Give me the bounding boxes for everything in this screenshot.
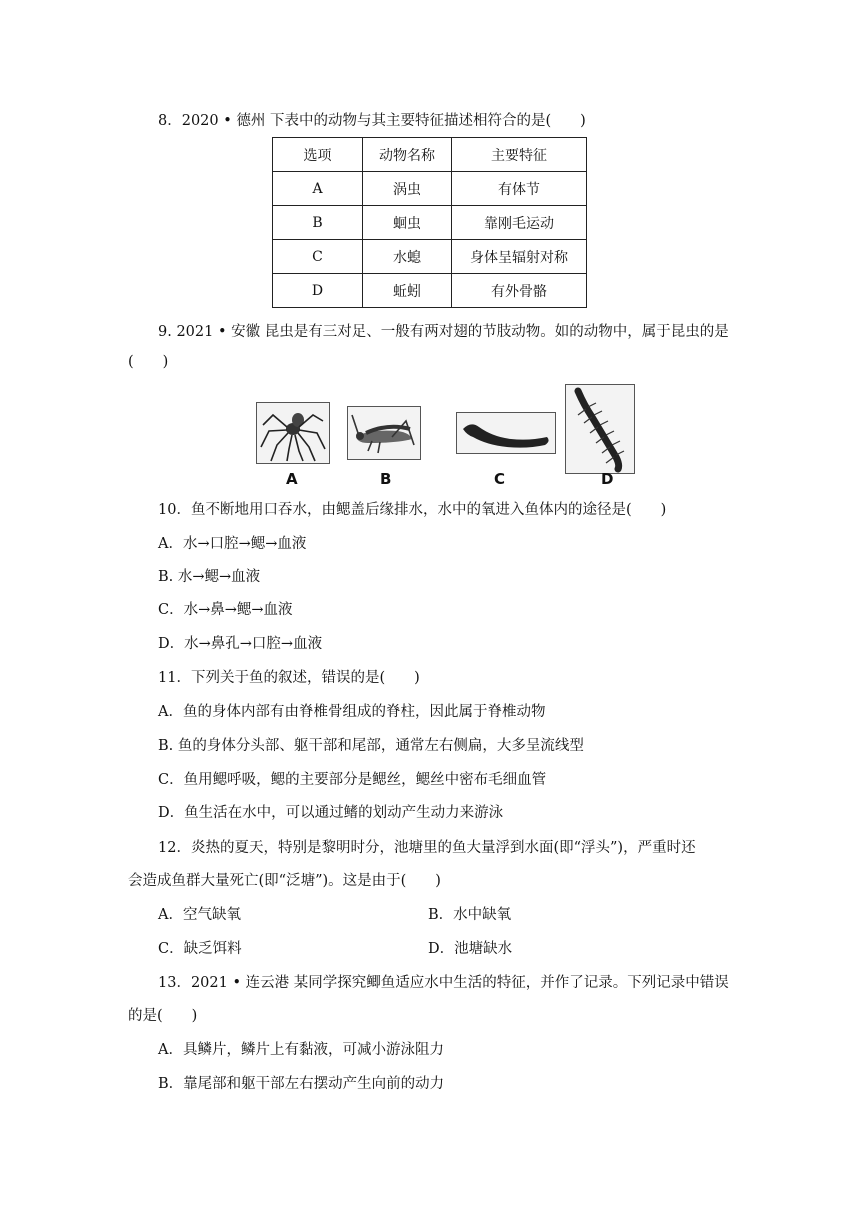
table-header-cell: 主要特征 [452, 138, 587, 172]
table-cell: 蛔虫 [363, 206, 452, 240]
table-row [273, 240, 587, 274]
q13-option-a: A．具鳞片，鳞片上有黏液，可减小游泳阻力 [158, 1042, 444, 1058]
figure-label-a: A [286, 470, 298, 488]
q10-option-a: A．水→口腔→鳃→血液 [158, 536, 307, 552]
q13-stem-line1: 13．2021 • 连云港 某同学探究鲫鱼适应水中生活的特征，并作了记录。下列记录中错误 [158, 975, 729, 991]
q13-stem-line2: 的是( ) [128, 1008, 198, 1024]
q11-option-d: D．鱼生活在水中，可以通过鳍的划动产生动力来游泳 [158, 805, 504, 821]
q13-option-b: B．靠尾部和躯干部左右摆动产生向前的动力 [158, 1076, 445, 1092]
q12-option-b: B．水中缺氧 [428, 907, 512, 923]
figure-label-c: C [494, 470, 506, 488]
q12-option-a: A．空气缺氧 [158, 907, 241, 923]
table-cell: B [273, 206, 363, 240]
table-header-row [273, 138, 587, 172]
table-row [273, 274, 587, 308]
figure-label-d: D [601, 470, 614, 488]
table-cell: 靠刚毛运动 [452, 206, 587, 240]
q11-option-b: B. 鱼的身体分头部、躯干部和尾部，通常左右侧扁，大多呈流线型 [158, 738, 584, 754]
worm-image [456, 412, 556, 454]
q10-option-c: C．水→鼻→鳃→血液 [158, 602, 293, 618]
q11-option-c: C．鱼用鳃呼吸，鳃的主要部分是鳃丝，鳃丝中密布毛细血管 [158, 772, 547, 788]
q12-option-c: C．缺乏饵料 [158, 941, 242, 957]
q9-stem-line1: 9. 2021 • 安徽 昆虫是有三对足、一般有两对翅的节肢动物。如的动物中，属于昆虫的是 [158, 324, 729, 340]
q9-stem-line2: ( ) [128, 354, 169, 370]
grasshopper-image [347, 406, 421, 460]
table-cell: 涡虫 [363, 172, 452, 206]
q10-option-d: D．水→鼻孔→口腔→血液 [158, 636, 323, 652]
q12-stem-line1: 12．炎热的夏天，特别是黎明时分，池塘里的鱼大量浮到水面(即“浮头”)，严重时还 [158, 840, 696, 856]
table-cell: 有体节 [452, 172, 587, 206]
table-row [273, 172, 587, 206]
table-cell: 有外骨骼 [452, 274, 587, 308]
q8-table [272, 137, 587, 308]
figure-label-b: B [380, 470, 392, 488]
q12-option-d: D．池塘缺水 [428, 941, 513, 957]
table-row [273, 206, 587, 240]
table-header-cell: 选项 [273, 138, 363, 172]
q8-stem: 8．2020 • 德州 下表中的动物与其主要特征描述相符合的是( ) [158, 113, 586, 129]
q10-option-b: B. 水→鳃→血液 [158, 569, 261, 585]
table-cell: C [273, 240, 363, 274]
table-header-cell: 动物名称 [363, 138, 452, 172]
q10-stem: 10．鱼不断地用口吞水，由鳃盖后缘排水，水中的氧进入鱼体内的途径是( ) [158, 502, 667, 518]
table-cell: 水螅 [363, 240, 452, 274]
table-cell: 蚯蚓 [363, 274, 452, 308]
q11-option-a: A．鱼的身体内部有由脊椎骨组成的脊柱，因此属于脊椎动物 [158, 704, 546, 720]
q12-stem-line2: 会造成鱼群大量死亡(即“泛塘”)。这是由于( ) [128, 873, 441, 889]
table-cell: 身体呈辐射对称 [452, 240, 587, 274]
spider-image [256, 402, 330, 464]
q9-figure [256, 384, 636, 488]
centipede-image [565, 384, 635, 474]
table-cell: A [273, 172, 363, 206]
table-cell: D [273, 274, 363, 308]
q11-stem: 11．下列关于鱼的叙述，错误的是( ) [158, 670, 420, 686]
